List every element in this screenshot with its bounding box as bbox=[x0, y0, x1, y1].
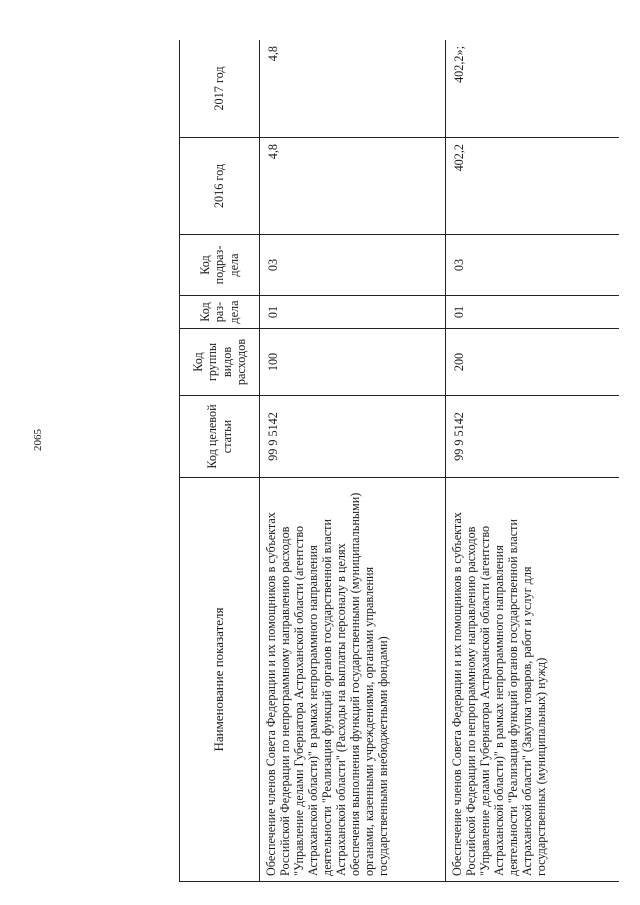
table-row bbox=[446, 40, 620, 882]
row-2-year-2016: 402,2 bbox=[446, 138, 620, 235]
table-header-row bbox=[180, 40, 260, 882]
rotated-table-wrapper bbox=[179, 40, 619, 882]
row-1-section-code: 01 bbox=[260, 296, 446, 329]
row-1-expense-group-code: 100 bbox=[260, 329, 446, 396]
table-holder bbox=[179, 40, 619, 882]
row-1-target-code: 99 9 5142 bbox=[260, 396, 446, 478]
header-subsection-code: Код подраз-дела bbox=[180, 235, 260, 296]
header-section-code: Код раз-дела bbox=[180, 296, 260, 329]
row-2-year-2017: 402,2»; bbox=[446, 40, 620, 138]
header-target-code: Код целевой статьи bbox=[180, 396, 260, 478]
row-2-name: Обеспечение членов Совета Федерации и их помощников в субъектах Российской Федерации по непрограммному направлению расходов "Управление делами Губернатора Астраханской области (агентство Астраханской области)" в рамках непрограммного направления деятельности "Реализация функций органов государственной власти Астраханской области" (Закупка товаров, работ и услуг для государственных (муниципальных) нужд) bbox=[446, 478, 620, 882]
table-row bbox=[260, 40, 446, 882]
budget-table bbox=[179, 40, 619, 882]
row-2-section-code: 01 bbox=[446, 296, 620, 329]
header-year-2016: 2016 год bbox=[180, 138, 260, 235]
row-1-name: Обеспечение членов Совета Федерации и их помощников в субъектах Российской Федерации по непрограммному направлению расходов "Управление делами Губернатора Астраханской области (агентство Астраханской области)" в рамках непрограммного направления деятельности "Реализация функций органов государственной власти Астраханской области" (Расходы на выплаты персоналу в целях обеспечения выполнения функций государственными (муниципальными) органами, казенными учреждениями, органами управления государственными внебюджетными фондами) bbox=[260, 478, 446, 882]
row-2-subsection-code: 03 bbox=[446, 235, 620, 296]
header-name: Наименование показателя bbox=[180, 478, 260, 882]
row-1-year-2016: 4,8 bbox=[260, 138, 446, 235]
row-1-year-2017: 4,8 bbox=[260, 40, 446, 138]
row-2-target-code: 99 9 5142 bbox=[446, 396, 620, 478]
header-year-2017: 2017 год bbox=[180, 40, 260, 138]
row-1-subsection-code: 03 bbox=[260, 235, 446, 296]
page-number: 2065 bbox=[32, 429, 44, 451]
header-expense-group-code: Код группы видов расходов bbox=[180, 329, 260, 396]
row-2-expense-group-code: 200 bbox=[446, 329, 620, 396]
